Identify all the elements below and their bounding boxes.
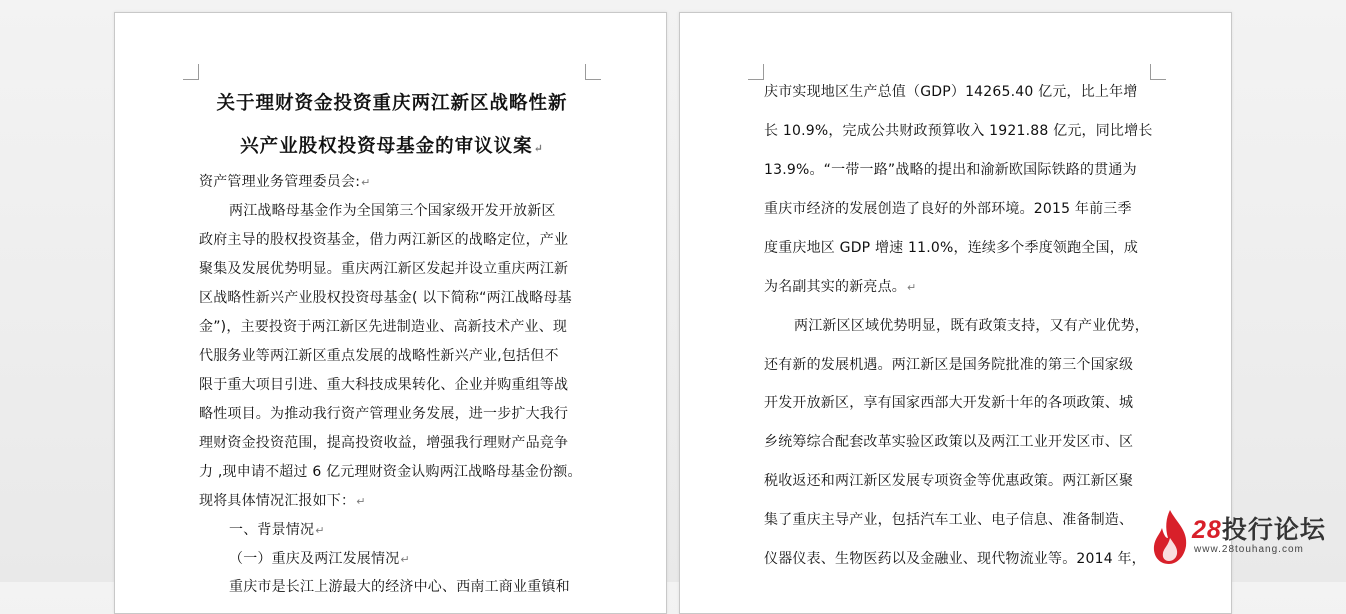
- document-title-line-2: 兴产业股权投资母基金的审议议案↵: [240, 136, 544, 157]
- subsection-heading: （一）重庆及两江发展情况↵: [229, 551, 410, 567]
- forum-url: www.28touhang.com: [1194, 544, 1304, 555]
- paragraph-line: 略性项目。为推动我行资产管理业务发展，进一步扩大我行: [199, 406, 569, 422]
- paragraph-line: 税收返还和两江新区发展专项资金等优惠政策。两江新区聚: [764, 473, 1134, 489]
- forum-watermark-logo: [1150, 508, 1340, 568]
- paragraph-line: 重庆市经济的发展创造了良好的外部环境。2015 年前三季: [764, 201, 1132, 217]
- salutation: 资产管理业务管理委员会:↵: [199, 174, 371, 190]
- document-title-line-1: 关于理财资金投资重庆两江新区战略性新: [216, 93, 568, 114]
- paragraph-line: 乡统筹综合配套改革实验区政策以及两江工业开发区市、区: [764, 434, 1134, 450]
- paragraph-line: 为名副其实的新亮点。↵: [764, 279, 917, 295]
- paragraph-line: 开发开放新区，享有国家西部大开发新十年的各项政策、城: [764, 395, 1134, 411]
- paragraph-line: 聚集及发展优势明显。重庆两江新区发起并设立重庆两江新: [199, 261, 569, 277]
- paragraph-line: 仪器仪表、生物医药以及金融业、现代物流业等。2014 年，: [764, 551, 1146, 567]
- paragraph-line: 长 10.9%，完成公共财政预算收入 1921.88 亿元，同比增长: [764, 123, 1153, 139]
- paragraph-line: 13.9%。“一带一路”战略的提出和渝新欧国际铁路的贯通为: [764, 162, 1137, 178]
- paragraph-line: 集了重庆主导产业，包括汽车工业、电子信息、准备制造、: [764, 512, 1134, 528]
- section-heading: 一、背景情况↵: [229, 522, 325, 538]
- document-page-1[interactable]: [114, 12, 667, 614]
- flame-icon: [1150, 508, 1190, 566]
- margin-mark-top-left: [748, 64, 764, 80]
- paragraph-line: 金”)，主要投资于两江新区先进制造业、高新技术产业、现: [199, 319, 568, 335]
- paragraph-line: 现将具体情况汇报如下：↵: [199, 493, 366, 509]
- forum-name: 28投行论坛: [1192, 516, 1326, 544]
- paragraph-line: 度重庆地区 GDP 增速 11.0%，连续多个季度领跑全国，成: [764, 240, 1139, 256]
- paragraph-line: 还有新的发展机遇。两江新区是国务院批准的第三个国家级: [764, 357, 1134, 373]
- paragraph-line: 理财资金投资范围，提高投资收益，增强我行理财产品竞争: [199, 435, 569, 451]
- margin-mark-top-right: [1150, 64, 1166, 80]
- paragraph-line: 限于重大项目引进、重大科技成果转化、企业并购重组等战: [199, 377, 569, 393]
- paragraph-line: 力 ,现申请不超过 6 亿元理财资金认购两江战略母基金份额。: [199, 464, 582, 480]
- margin-mark-top-right: [585, 64, 601, 80]
- paragraph-line: 庆市实现地区生产总值（GDP）14265.40 亿元，比上年增: [764, 84, 1138, 100]
- paragraph-line: 重庆市是长江上游最大的经济中心、西南工商业重镇和: [229, 579, 570, 595]
- paragraph-line: 政府主导的股权投资基金，借力两江新区的战略定位，产业: [199, 232, 569, 248]
- paragraph-line: 区战略性新兴产业股权投资母基金( 以下简称“两江战略母基: [199, 290, 572, 306]
- margin-mark-top-left: [183, 64, 199, 80]
- paragraph-line: 代服务业等两江新区重点发展的战略性新兴产业,包括但不: [199, 348, 559, 364]
- paragraph-line: 两江新区区域优势明显，既有政策支持，又有产业优势，: [794, 318, 1149, 334]
- paragraph-line: 两江战略母基金作为全国第三个国家级开发开放新区: [229, 203, 556, 219]
